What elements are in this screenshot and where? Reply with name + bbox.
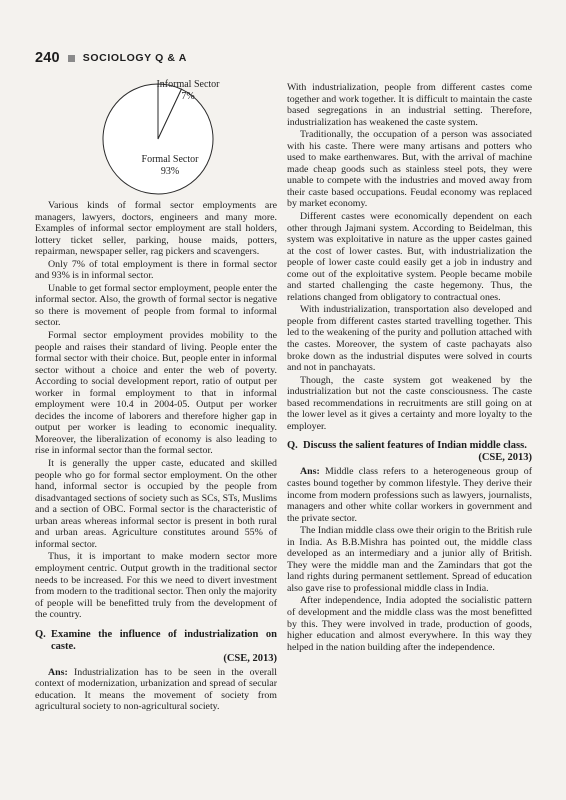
- data-label-informal: 7%: [181, 91, 195, 102]
- question-label: Q.: [287, 440, 298, 452]
- header-separator: [68, 55, 75, 62]
- paragraph: Thus, it is important to make modern sector more employment centric. Output growth in the traditional sector needs to be increased. For this we need to divert investment from modern to the traditional sector. Then only the majority of people will be benefitted truly from the development of the country.: [35, 551, 277, 621]
- answer-text: Middle class refers to a heterogeneous group of castes bound together by common lifestyle. They derive their income from modern professions such as lawyers, journalists, managers and other white collar workers in government and the private sector.: [287, 466, 533, 524]
- book-title: SOCIOLOGY Q & A: [82, 52, 187, 64]
- pie-slices: [103, 84, 213, 194]
- pie-slice-formal: [103, 84, 213, 194]
- paragraph: After independence, India adopted the socialistic pattern of development and the middle class was the most benefitted by this. They were involved in trade, production of goods, higher education and almost everywhere. In this way they helped in the nation building after the independence.: [287, 595, 532, 653]
- answer-label: Ans:: [48, 666, 68, 678]
- paragraph: The Indian middle class owe their origin to the British rule in India. As B.B.Mishra has pointed out, the middle class developed as an intermediary and a junior ally of British. They were the middle man and the Zamindars that got the land rights during permanent settlement. Spread of education also gave rise to professional middle class in India.: [287, 525, 533, 594]
- question-text: Examine the influence of industrialization on caste.: [51, 628, 277, 652]
- legend-informal-sector: Informal Sector: [156, 79, 220, 90]
- page-number: 240: [35, 50, 60, 66]
- paragraph: Different castes were economically dependent on each other through Jajmani system. According to Beidelman, this system was exploitative in nature as the upper castes gained at the cost of lower castes. But, with industrialization the people of lower caste could easily get a job in industry and come out of the exploitative system. People became mobile and started challenging the caste hegemony. Thus, the relations changed from obligatory to contractual ones.: [287, 211, 532, 303]
- question-source: (CSE, 2013): [223, 652, 277, 664]
- question-label: Q.: [35, 628, 46, 640]
- answer-paragraph: [35, 667, 277, 713]
- question-heading: [287, 440, 532, 464]
- page-header: [35, 50, 187, 66]
- paragraph: Various kinds of formal sector employments are managers, lawyers, doctors, engineers and many more. Examples of informal sector employment are stall holders, lottery ticket seller, parking, house maids, potters, repairman, newspaper seller, rag pickers and scavengers.: [35, 200, 277, 258]
- question-source: (CSE, 2013): [478, 452, 532, 464]
- left-column: [35, 200, 277, 713]
- paragraph: Traditionally, the occupation of a person was associated with his caste. There were many artisans and potters who used to make earthenwares. But, with the arrival of machine made cheap goods such as stainless steel pots, they were unable to compete with the industries and moved away from their caste based occupations. Feudal economy was replaced by market economy.: [287, 129, 532, 210]
- legend-formal-sector: Formal Sector: [141, 154, 199, 165]
- paragraph: Only 7% of total employment is there in formal sector and 93% is in informal sector.: [35, 258, 277, 282]
- paragraph: With industrialization, people from different castes come together and work together. It is difficult to maintain the caste based segregations in an industrial setting. Therefore, industrialization has weakened the caste system.: [287, 82, 532, 128]
- paragraph: It is generally the upper caste, educated and skilled people who go for formal sector employment. On the other hand, informal sector is occupied by the people from disadvantaged sections of society such as SCs, STs, Muslims and a section of OBC. Formal sector is the characteristic of urban areas whereas informal sector is present in both rural and urban areas. Agriculture constitutes around 55% of informal sector.: [35, 458, 277, 550]
- answer-label: Ans:: [300, 466, 320, 478]
- paragraph: Though, the caste system got weakened by the industrialization but not the caste consciousness. The caste based recommendations in recruitments are still going on at the lower level as it gives a certainty and more loyalty to the employer.: [287, 374, 532, 432]
- paragraph: Formal sector employment provides mobility to the people and raises their standard of living. People enter the formal sector with their choice. But, people enter in informal sector without a choice and enter the web of poverty. According to social development report, ratio of output per worker in formal employment to that in informal employment were 10.4 in 2004-05. Output per worker decides the income of laborers and therefore higher gap in output per worker is leading to economic inequality. Moreover, the liberalization of economy is also leading to rise in informal sector than the formal sector.: [35, 330, 277, 457]
- question-heading: [35, 629, 277, 665]
- answer-text: Industrialization has to be seen in the overall context of modernization, urbanization and spread of secular education. It means the movement of society from agricultural society to non-agricultural society.: [35, 666, 278, 713]
- paragraph: With industrialization, transportation also developed and people from different castes started travelling together. This led to the weakening of the purity and pollution attached with the castes. Moreover, the system of caste pachayats also broke down as the industrial disputes were solved in courts and not in panchayats.: [287, 304, 532, 374]
- answer-paragraph: [287, 466, 532, 524]
- right-column: [287, 82, 532, 653]
- data-label-formal: 93%: [160, 166, 180, 177]
- pie-chart: [100, 76, 260, 196]
- paragraph: Unable to get formal sector employment, people enter the informal sector. Also, the growth of formal sector is negative so there is movement of people from formal to informal sector.: [35, 282, 277, 329]
- question-text: Discuss the salient features of Indian middle class.: [303, 440, 527, 452]
